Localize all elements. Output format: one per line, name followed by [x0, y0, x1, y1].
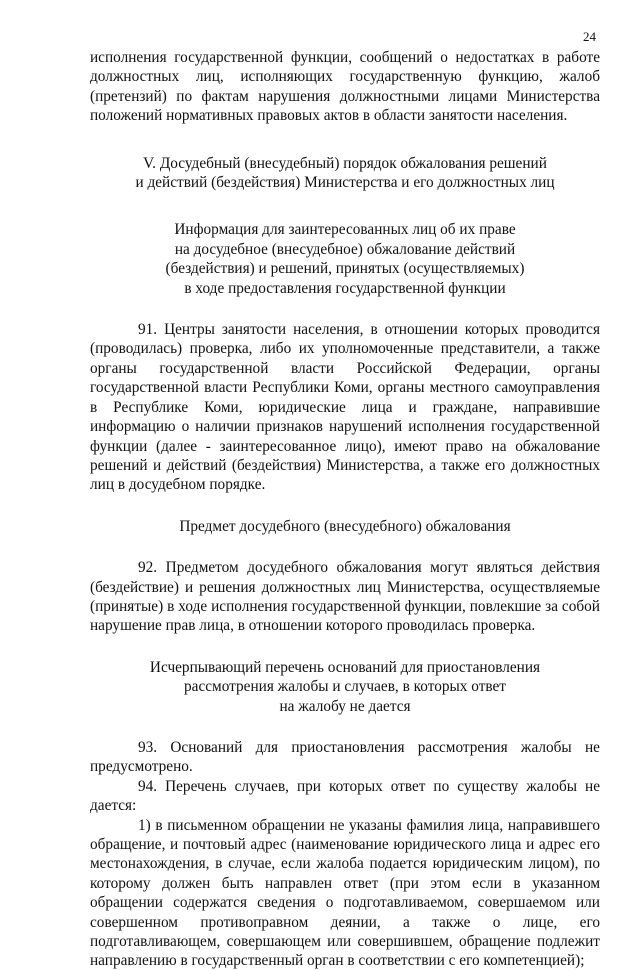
info-heading-line: в ходе предоставления государственной функции — [184, 279, 506, 297]
grounds-heading — [90, 658, 600, 716]
paragraph-92: 92. Предметом досудебного обжалования могут являться действия (бездействие) и решения должностных лиц Министерства, осуществляемые (принятые) в ходе исполнения государственной функции, повлекшие за собой нарушение прав лица, в отношении которого проводилась проверка. — [90, 559, 600, 635]
p93-word: Оснований — [170, 738, 243, 756]
paragraph-91: 91. Центры занятости населения, в отношении которых проводится (проводилась) проверка, либо их уполномоченные представители, а также органы государственной власти Российской Федерации, органы государственной власти Республики Коми, органы местного самоуправления в Республике Коми, юридические лица и граждане, направившие информацию о наличии признаков нарушений исполнения государственной функции (далее - заинтересованное лицо), имеют право на обжалование решений и действий (бездействия) Министерства, а также его должностных лиц в досудебном порядке. — [90, 321, 600, 494]
subject-heading: Предмет досудебного (внесудебного) обжалования — [179, 517, 511, 535]
p93-word: рассмотрения — [417, 738, 508, 756]
info-heading-line: на досудебное (внесудебное) обжалование действий — [174, 240, 516, 258]
section-v-title-line: и действий (бездействия) Министерства и его должностных лиц — [135, 174, 555, 192]
grounds-heading-line: на жалобу не дается — [279, 697, 411, 715]
section-v-title-line: V. Досудебный (внесудебный) порядок обжалования решений — [143, 154, 547, 172]
paragraph-93-tail: предусмотрено. — [90, 758, 193, 776]
p93-word: приостановления — [291, 738, 405, 756]
info-heading-line: Информация для заинтересованных лиц об их праве — [174, 221, 516, 239]
p93-word: не — [584, 738, 600, 756]
paragraph-93-first-line — [90, 738, 600, 757]
intro-paragraph: исполнения государственной функции, сообщений о недостатках в работе должностных лиц, исполняющих государственную функцию, жалоб (претензий) по фактам нарушения должностными лицами Министерства положений нормативных правовых актов в области занятости населения. — [90, 49, 600, 125]
paragraph-94: 94. Перечень случаев, при которых ответ по существу жалобы не дается: — [90, 777, 600, 815]
info-heading-line: (бездействия) и решений, принятых (осуществляемых) — [165, 260, 525, 278]
page-number: 24 — [583, 29, 596, 44]
grounds-heading-line: Исчерпывающий перечень оснований для приостановления — [149, 658, 541, 676]
document-body — [90, 48, 600, 971]
section-v-heading — [90, 154, 600, 193]
p93-word: жалобы — [520, 738, 572, 756]
grounds-heading-line: рассмотрения жалобы и случаев, в которых ответ — [184, 678, 506, 696]
paragraph-94-item-1: 1) в письменном обращении не указаны фамилия лица, направившего обращение, и почтовый адрес (наименование юридического лица и адрес его местонахождения, в случае, если жалоба подается юридическим лицом), по которому должен быть направлен ответ (при этом если в указанном обращении содержатся сведения о подготавливаемом, совершаемом или совершенном противоправном деянии, а также о лице, его подготавливающем, совершающем или совершившем, обращение подлежит направлению в государственный орган в соответствии с его компетенцией); — [90, 816, 600, 970]
p93-word: 93. — [138, 738, 158, 756]
paragraph-93 — [90, 738, 600, 777]
info-heading — [90, 220, 600, 298]
p93-word: для — [255, 738, 279, 756]
